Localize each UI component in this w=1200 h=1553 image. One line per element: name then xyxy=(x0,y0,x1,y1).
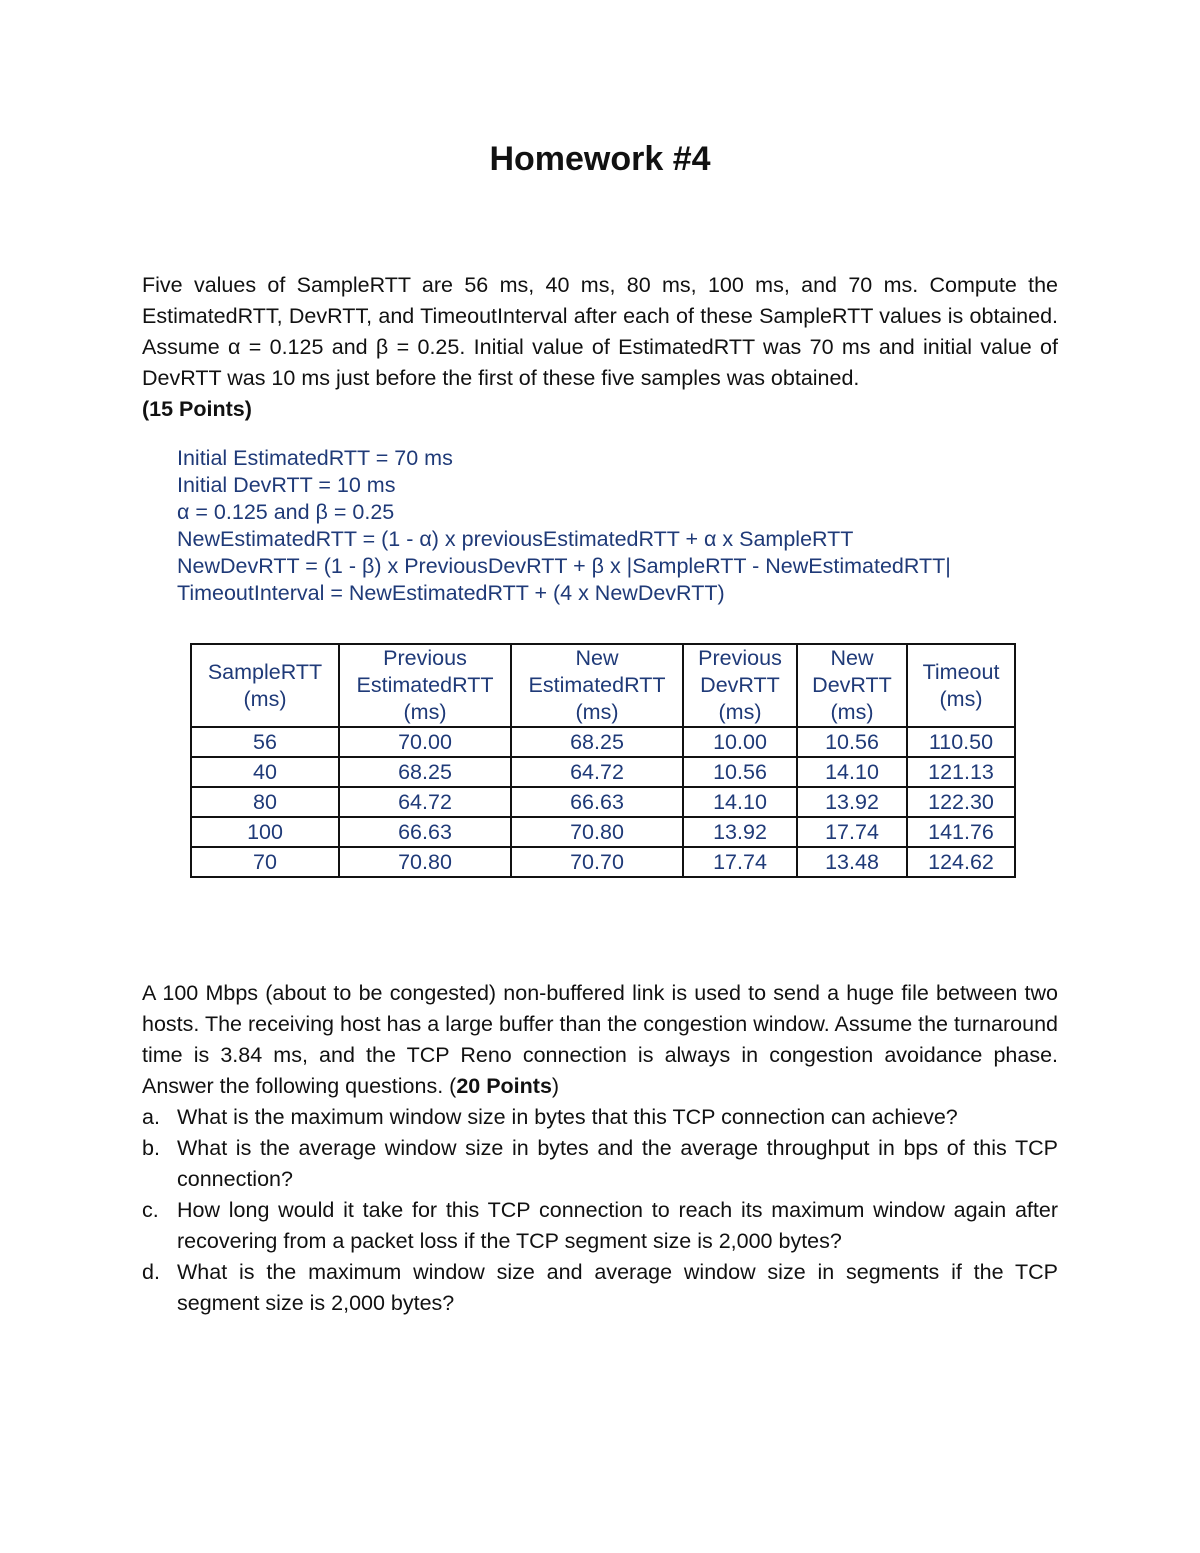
table-cell: 70.80 xyxy=(511,817,683,847)
table-cell: 10.56 xyxy=(683,757,797,787)
solution-line: TimeoutInterval = NewEstimatedRTT + (4 x NewDevRTT) xyxy=(177,581,725,605)
header-line: DevRTT xyxy=(812,673,892,697)
list-item-text: What is the maximum window size and average window size in segments if the TCP segment size is 2,000 bytes? xyxy=(177,1260,1058,1315)
question-2-text xyxy=(142,978,1058,1102)
header-line: SampleRTT xyxy=(207,659,323,684)
table-cell: 121.13 xyxy=(907,757,1015,787)
header-line: EstimatedRTT xyxy=(528,673,666,697)
header-line: (ms) xyxy=(939,686,983,711)
list-item xyxy=(142,1102,1058,1133)
list-item xyxy=(142,1257,1058,1319)
list-item-text: What is the maximum window size in bytes that this TCP connection can achieve? xyxy=(177,1105,958,1129)
list-item-text: How long would it take for this TCP connection to reach its maximum window again after recovering from a packet loss if the TCP segment size is 2,000 bytes? xyxy=(177,1198,1058,1253)
list-marker: b. xyxy=(142,1136,160,1160)
header-previous-dev-rtt xyxy=(683,644,797,727)
solution-line: NewDevRTT = (1 - β) x PreviousDevRTT + β x |SampleRTT - NewEstimatedRTT| xyxy=(177,554,951,578)
table-row xyxy=(191,727,1015,757)
solution-line: Initial EstimatedRTT = 70 ms xyxy=(177,446,453,470)
table-cell: 70.80 xyxy=(339,847,511,877)
table-row xyxy=(191,757,1015,787)
question-2-close: ) xyxy=(551,1074,560,1098)
header-line: (ms) xyxy=(403,700,447,724)
question-1-body: Five values of SampleRTT are 56 ms, 40 ms, 80 ms, 100 ms, and 70 ms. Compute the EstimatedRTT, DevRTT, and TimeoutInterval after each of these SampleRTT values is obtained. Assume α = 0.125 and β = 0.25. Initial value of EstimatedRTT was 70 ms and initial value of DevRTT was 10 ms just before the first of these five samples was obtained. xyxy=(142,273,1058,390)
table-cell: 56 xyxy=(191,727,339,757)
header-line: Previous xyxy=(698,646,782,670)
header-line: New xyxy=(830,646,874,670)
header-line: New xyxy=(575,646,619,670)
header-sample-rtt xyxy=(191,644,339,727)
header-line: (ms) xyxy=(718,700,762,724)
header-line: (ms) xyxy=(243,686,287,711)
table-cell: 141.76 xyxy=(907,817,1015,847)
header-new-dev-rtt xyxy=(797,644,907,727)
table-cell: 17.74 xyxy=(683,847,797,877)
list-marker: d. xyxy=(142,1260,160,1284)
header-new-estimated-rtt xyxy=(511,644,683,727)
question-2-body: A 100 Mbps (about to be congested) non-buffered link is used to send a huge file between two hosts. The receiving host has a large buffer than the congestion window. Assume the turnaround time is 3.84 ms, and the TCP Reno connection is always in congestion avoidance phase. Answer the following questions. ( xyxy=(142,981,1058,1098)
table-cell: 70 xyxy=(191,847,339,877)
rtt-results-table xyxy=(190,643,1016,878)
table-cell: 70.70 xyxy=(511,847,683,877)
table-cell: 100 xyxy=(191,817,339,847)
question-1-text xyxy=(142,270,1058,425)
header-line: Previous xyxy=(383,646,467,670)
header-previous-estimated-rtt xyxy=(339,644,511,727)
table-cell: 68.25 xyxy=(511,727,683,757)
list-item xyxy=(142,1195,1058,1257)
page-title: Homework #4 xyxy=(489,140,711,178)
solution-line: NewEstimatedRTT = (1 - α) x previousEstimatedRTT + α x SampleRTT xyxy=(177,527,854,551)
table-cell: 122.30 xyxy=(907,787,1015,817)
question-2-points: 20 Points xyxy=(456,1074,552,1098)
table-cell: 40 xyxy=(191,757,339,787)
solution-formulas xyxy=(177,445,951,607)
list-marker: a. xyxy=(142,1105,160,1129)
table-cell: 13.92 xyxy=(683,817,797,847)
table-cell: 13.92 xyxy=(797,787,907,817)
solution-line: α = 0.125 and β = 0.25 xyxy=(177,500,395,524)
table-cell: 14.10 xyxy=(683,787,797,817)
table-cell: 110.50 xyxy=(907,727,1015,757)
table-header-row xyxy=(191,644,1015,727)
table-cell: 70.00 xyxy=(339,727,511,757)
table-cell: 64.72 xyxy=(339,787,511,817)
table-cell: 10.56 xyxy=(797,727,907,757)
question-1-points: (15 Points) xyxy=(142,397,252,421)
list-item-text: What is the average window size in bytes and the average throughput in bps of this TCP connection? xyxy=(177,1136,1058,1191)
table-cell: 124.62 xyxy=(907,847,1015,877)
question-2-subquestions xyxy=(142,1102,1058,1319)
table-row xyxy=(191,847,1015,877)
header-line: DevRTT xyxy=(700,673,780,697)
list-marker: c. xyxy=(142,1198,159,1222)
list-item xyxy=(142,1133,1058,1195)
solution-line: Initial DevRTT = 10 ms xyxy=(177,473,396,497)
table-row xyxy=(191,787,1015,817)
header-timeout xyxy=(907,644,1015,727)
table-cell: 13.48 xyxy=(797,847,907,877)
header-line: (ms) xyxy=(575,700,619,724)
table-cell: 66.63 xyxy=(511,787,683,817)
table-cell: 64.72 xyxy=(511,757,683,787)
header-line: (ms) xyxy=(830,700,874,724)
table-cell: 66.63 xyxy=(339,817,511,847)
table-cell: 17.74 xyxy=(797,817,907,847)
header-line: Timeout xyxy=(922,659,1000,684)
header-line: EstimatedRTT xyxy=(356,673,494,697)
table-cell: 10.00 xyxy=(683,727,797,757)
table-row xyxy=(191,817,1015,847)
table-cell: 68.25 xyxy=(339,757,511,787)
table-cell: 80 xyxy=(191,787,339,817)
table-cell: 14.10 xyxy=(797,757,907,787)
